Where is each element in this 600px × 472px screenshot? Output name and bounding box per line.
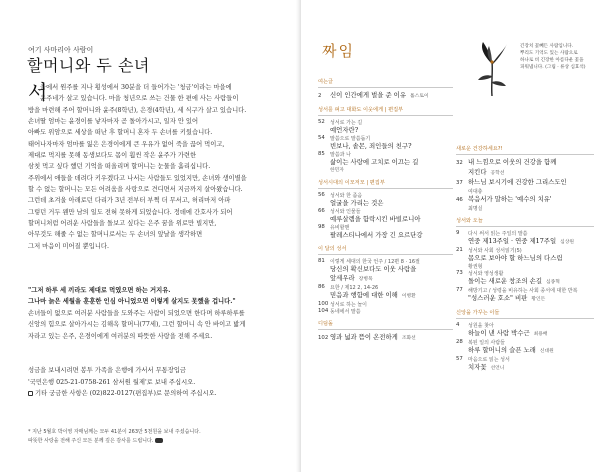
toc-entry-author: 한민자 <box>330 168 344 173</box>
body-line: 아빠도 위암으로 세상을 떠난 후 할머니 혼자 두 손녀를 키웠습니다. <box>28 129 213 137</box>
toc-page-number: 77 <box>456 287 463 293</box>
toc-entry-title: 하루 할머니의 슬픈 노래 <box>468 346 536 354</box>
toc-entry-sub: 성서와 사회 성서읽기(5) <box>468 248 522 254</box>
toc-page-number: 73 <box>456 270 463 276</box>
toc-entry[interactable] <box>456 254 594 263</box>
divider <box>456 318 594 319</box>
toc-page-number: 102 <box>318 335 329 341</box>
toc-entry[interactable] <box>456 168 594 178</box>
toc-entry-author: 황인돈 <box>531 297 546 302</box>
toc-entry-title: 내 느낌으로 이웃의 건강을 함께 <box>468 158 557 166</box>
caption-line: 하나로 비 긴장한 아름다운 꽃을 <box>520 58 584 63</box>
body-line: 울에서 원주를 지나 횡성에서 30분을 더 들어가는 '청금'이라는 마을에 <box>40 84 232 91</box>
toc-group <box>456 217 594 304</box>
toc-page-number: 57 <box>456 356 463 362</box>
toc-entry-heading <box>456 322 594 329</box>
toc-entry-sub: 유비할맨 <box>330 225 350 231</box>
toc-entry-title: 하늘이 낸 사람 박수근 <box>468 329 530 337</box>
toc-entry-heading <box>318 192 453 199</box>
toc-group-title: 성서와 오늘 <box>456 218 483 224</box>
toc-entry-sub: 요한 / 제12 2, 14-26 <box>330 285 379 291</box>
toc-page-number <box>456 188 468 195</box>
toc-entry-title: 연중 제13주일 · 연중 제17주일 <box>468 237 557 245</box>
toc-group-title: 성서시대의 이모저모 | 편집부 <box>318 180 385 186</box>
toc-entry-heading <box>318 284 453 291</box>
toc-entry-title: 믿음과 행함에 대한 이해 <box>330 291 398 299</box>
toc-group <box>318 106 453 174</box>
body-line: 할 수 없는 할머니는 모든 어려움을 사랑으로 견디면서 지금까지 살아왔습니다. <box>28 186 243 194</box>
toc-entry-title: 복음서가 말하는 '예수의 치유' <box>468 195 552 203</box>
toc-entry-heading <box>456 188 594 195</box>
contact-line: 기타 궁금한 사항은 (02)822-0127(편집부)로 문의하여 주십시오. <box>35 390 217 397</box>
toc-entry-heading <box>456 287 594 294</box>
toc-entry-title: 빈보나, 솥몬, 죄인들의 친구? <box>330 142 412 150</box>
contact-line: '국민은행 025-21-0758-261 삼서원 월제'로 보내 주십시오. <box>28 378 196 386</box>
article-title: 할머니와 두 손녀 <box>27 56 150 75</box>
divider <box>456 226 594 227</box>
body-line: 자라고 있는 은주, 은경이에게 여러분의 따뜻한 사랑을 전해 주세요. <box>28 332 213 340</box>
toc-entry[interactable] <box>456 346 594 356</box>
toc-entry[interactable] <box>456 329 594 339</box>
article-quote <box>28 285 280 307</box>
body-line: 주위에서 애들을 데려다 키우겠다고 나서는 사람들도 있었지만, 손녀와 생이별을 <box>28 174 247 182</box>
article-body <box>28 82 280 252</box>
divider <box>318 188 453 189</box>
toc-entry[interactable] <box>456 294 594 304</box>
section-label: 여기 사마리아 사람이 <box>28 46 94 54</box>
toc-entry-heading <box>456 270 594 277</box>
toc-group <box>318 179 453 240</box>
toc-entry-heading <box>456 263 594 270</box>
toc-page-number: 56 <box>318 192 325 198</box>
donation-contact <box>28 365 280 400</box>
body-line: 손녀딸 엄마는 윤경이를 낳자마자 곧 돌아가시고, 일자 안 있어 <box>28 118 199 126</box>
caption-line: 긴장치 꽃빼든 사람입니다. <box>520 44 574 49</box>
toc-entry-title: 하느님 보시기에 건강한 그리스도인 <box>468 178 567 186</box>
toc-entry-author: 톨스토이 <box>410 94 429 99</box>
toc-page-number: 104 <box>318 308 329 314</box>
toc-entry[interactable] <box>456 277 594 287</box>
toc-entry-title: 얼굴을 가리는 것은 <box>330 199 384 207</box>
toc-entry-heading <box>456 247 594 254</box>
caption-line: 피워냅니다. (그림 · 류상 심효석) <box>520 65 586 70</box>
toc-group-title: 신앙을 가꾸는 이들 <box>456 310 500 316</box>
toc-group <box>456 145 594 212</box>
toc-entry-title: 당신의 확신보다도 이웃 사람을 <box>330 265 417 273</box>
toc-entry-sub: 성원을 찾아 <box>468 323 494 329</box>
contact-line: 성금을 보내시려면 봉투 가족을 은행에 가서서 무통장입금 <box>28 367 186 374</box>
toc-entry-sub: 복된 일의 사람들 <box>468 340 505 346</box>
toc-entry-title: 예언자란? <box>330 126 359 134</box>
toc-entry-title: 몸으로 보아야 할 하느님의 다스림 <box>468 254 563 262</box>
caption-line: 뿌리도 기억도 있는 사람으로 <box>520 51 578 56</box>
toc-page-number: 32 <box>456 160 463 166</box>
toc-entry-title: 예루살렘을 함락시킨 바빌로니아 <box>330 215 421 223</box>
toc-entry-sub: 최명실 <box>468 206 483 212</box>
toc-group-title: 새로운 건강하세요?! <box>456 146 503 152</box>
toc-page-number <box>456 205 468 212</box>
body-line: 그저 마음이 미어질 뿐입니다. <box>28 242 109 250</box>
toc-page-number: 37 <box>456 180 463 186</box>
toc-entry[interactable] <box>456 363 594 373</box>
toc-entry-sub: 황권형 <box>468 264 483 270</box>
body-line: 그렇던 거두 웬만 남의 일도 전혀 못하게 되었습니다. 정데에 간호사가 되어 <box>28 208 233 216</box>
divider <box>318 329 453 330</box>
toc-entry-title: 팔레스티나에서 가장 긴 요르단강 <box>330 231 423 239</box>
end-mark-icon <box>155 438 163 443</box>
divider <box>318 87 453 88</box>
toc-entry[interactable] <box>456 237 594 247</box>
toc-entry[interactable] <box>318 142 453 151</box>
toc-entry-sub: 말씀으로 말씀돕기 <box>330 136 371 142</box>
footnote-line: * 지난 5월호 박이영 자매님께는 모두 41분이 263만 5천원을 보내 주셨습니다. <box>28 429 201 435</box>
toc-entry-author: 조화선 <box>401 336 416 341</box>
toc-entry-sub: 성서와 영성생활 <box>468 271 504 277</box>
toc-entry-title: 치자꽃 <box>468 363 487 371</box>
toc-entry-sub: 이렇게 세대의 한국 언주 / 12편 8 · 16절 <box>330 259 420 265</box>
toc-entry[interactable] <box>318 265 453 274</box>
toc-entry-sub: 성서로 가는 길 <box>330 120 363 126</box>
toc-entry-heading <box>318 151 453 158</box>
toc-entry-heading <box>318 308 453 315</box>
body-line: 할머니처럼 어려운 사람들을 돌보고 싶다는 은주 꿈을 위로만 빌지만, <box>28 220 217 228</box>
toc-entry-sub: 여대충 <box>468 189 483 195</box>
body-line: 제대로 먹지를 못해 동생보다도 몸이 훨씬 작은 윤주가 가련한 <box>28 152 197 160</box>
toc-page-number <box>456 263 468 270</box>
toc-group-title: 디딤돌 <box>318 321 334 327</box>
toc-page-number: 46 <box>456 197 463 203</box>
body-line: 윤주네가 살고 있습니다. 마을 청년으로 쓰는 건물 한 편에 사는 사람들이 <box>40 95 239 103</box>
quote-line: "그저 하루 세 끼라도 제대로 먹였으면 하는 거지유. <box>28 287 171 294</box>
divider <box>456 154 594 155</box>
toc-title: 짜임 <box>322 42 355 60</box>
toc-entry-sub: 마음으로 읽는 성서 <box>468 357 510 363</box>
toc-page-number: 52 <box>318 119 325 125</box>
body-line: 태어나자마자 엄마를 잃은 은경이에게 큰 우유가 없어 죽을 끊어 먹이고, <box>28 140 225 148</box>
toc-entry-heading <box>318 135 453 142</box>
toc-page-number: 4 <box>456 322 460 328</box>
toc-entry[interactable] <box>318 91 453 101</box>
toc-entry-sub: 성서와 인물들 <box>330 209 361 215</box>
toc-entry-sub: 다시 써서 읽는 주일의 말씀 <box>468 231 528 237</box>
toc-entry-title: 삶이는 사랑에 고치로 이끄는 길 <box>330 158 419 166</box>
toc-entry-sub: 성서로 하는 놀이 <box>330 302 367 308</box>
toc-entry[interactable] <box>318 291 453 301</box>
toc-entry-title: 지킨다 <box>468 168 487 176</box>
toc-entry[interactable] <box>318 126 453 135</box>
toc-entry[interactable] <box>318 333 453 343</box>
toc-entry-title: 영과 넓과 뜸이 온전하게 <box>330 333 398 341</box>
phone-icon <box>28 391 33 396</box>
toc-entry[interactable] <box>318 274 453 284</box>
flower-illustration <box>474 40 510 98</box>
toc-group <box>318 78 453 101</box>
toc-entry-title: 신이 인간에게 벌을 준 이유 <box>330 91 407 99</box>
toc-entry-sub: 말씀과 나 <box>330 152 351 158</box>
article-body-continued <box>28 308 280 342</box>
toc-entry-heading <box>456 356 594 363</box>
toc-entry-heading <box>318 301 453 308</box>
toc-group <box>456 309 594 373</box>
toc-entry-author: 공학선 <box>490 171 505 176</box>
toc-entry-heading <box>318 119 453 126</box>
toc-page-number: 9 <box>456 230 460 236</box>
toc-page-number: 21 <box>456 247 463 253</box>
toc-entry-author: 심종혁 <box>546 280 560 285</box>
toc-group <box>318 320 453 343</box>
toc-entry-author: 심상원 <box>560 240 575 245</box>
toc-entry-heading <box>456 230 594 237</box>
toc-entry[interactable] <box>318 231 453 240</box>
toc-entry-title: 돌이는 새로운 창조의 손길 <box>468 277 543 285</box>
toc-entry-author: 장병묵 <box>358 277 373 282</box>
toc-entry-author: 신대원 <box>539 349 554 354</box>
toc-page-number: 86 <box>318 284 325 290</box>
quote-line: 그나마 늙은 세월을 훈훈한 인심 아니었으면 이렇게 살지도 못했을 겁니다." <box>28 298 236 305</box>
toc-entry[interactable] <box>456 195 594 205</box>
toc-entry-sub: 동네에서 말씀 <box>330 309 361 315</box>
toc-group-title: 이 달의 성서 <box>318 246 347 252</box>
toc-entry-heading <box>318 208 453 215</box>
divider <box>318 254 453 255</box>
body-line: 그런데 초겨울 아래로던 다리가 3년 전부터 부쩍 더 무서고, 허리마저 아파 <box>28 197 231 205</box>
toc-column-right <box>456 145 594 378</box>
toc-entry-author: 이병환 <box>401 294 416 299</box>
toc-entry-heading <box>318 224 453 231</box>
body-line: 아무것도 해줄 수 없는 할머니로서는 두 손녀의 앞날을 생각하면 <box>28 231 203 239</box>
footnote-line: 따뜻한 사랑을 전해 주신 모든 분께 깊은 감사를 드립니다. <box>28 438 154 444</box>
toc-group <box>318 245 453 315</box>
toc-page-number: 81 <box>318 258 325 264</box>
toc-entry[interactable] <box>456 158 594 168</box>
toc-entry-title: 앞세우라 <box>330 274 355 282</box>
divider <box>318 115 453 116</box>
body-line: 방을 마련해 주어 할머니와 윤주(8학년), 은경(4학년), 세 식구가 살고 있습니다. <box>28 106 247 114</box>
body-line: 삼칫 먹고 싶다 했던 기억을 떠올리며 할머니는 눈물을 흘리십니다. <box>28 163 211 171</box>
toc-entry-heading <box>456 339 594 346</box>
toc-page-number: 100 <box>318 301 329 307</box>
toc-entry-author: 최용배 <box>533 332 548 337</box>
toc-page-number: 98 <box>318 224 325 230</box>
toc-entry[interactable] <box>456 178 594 188</box>
toc-entry-sub: 성서와 한 좀음 <box>330 193 363 199</box>
toc-entry[interactable] <box>318 199 453 208</box>
body-line: 신앙의 힘으로 살아가시는 김해옥 할머니(77세), 그런 할머니 속 안 바이고 밟게 <box>28 321 246 329</box>
toc-group-title: 성서를 펴고 대화도 이웃에게 | 편집부 <box>318 107 404 113</box>
toc-group-title: 여는글 <box>318 79 334 85</box>
toc-entry-title: "성스러운 호소" 비판 <box>468 294 528 302</box>
toc-entry-sub: 해방기고 / 성령을 비유하는 사회 종서에 대한 반복 <box>468 288 578 294</box>
toc-entry[interactable] <box>318 215 453 224</box>
toc-entry[interactable] <box>318 158 453 167</box>
toc-column-left <box>318 78 453 348</box>
toc-page-number: 85 <box>318 151 325 157</box>
toc-page-number: 2 <box>318 93 322 99</box>
toc-entry-heading <box>456 205 594 212</box>
body-line: 손녀들이 없으로 여러분 사람들을 도와주는 사람이 되었으면 한다며 하루하루를 <box>28 310 245 317</box>
drop-cap: 서 <box>28 80 48 104</box>
footnote <box>28 428 288 446</box>
toc-page-number: 28 <box>456 339 463 345</box>
toc-entry-author: 선언니 <box>490 366 505 371</box>
toc-page-number: 54 <box>318 135 325 141</box>
toc-entry-heading <box>318 258 453 265</box>
toc-page-number: 66 <box>318 208 325 214</box>
illustration-caption <box>520 43 592 71</box>
